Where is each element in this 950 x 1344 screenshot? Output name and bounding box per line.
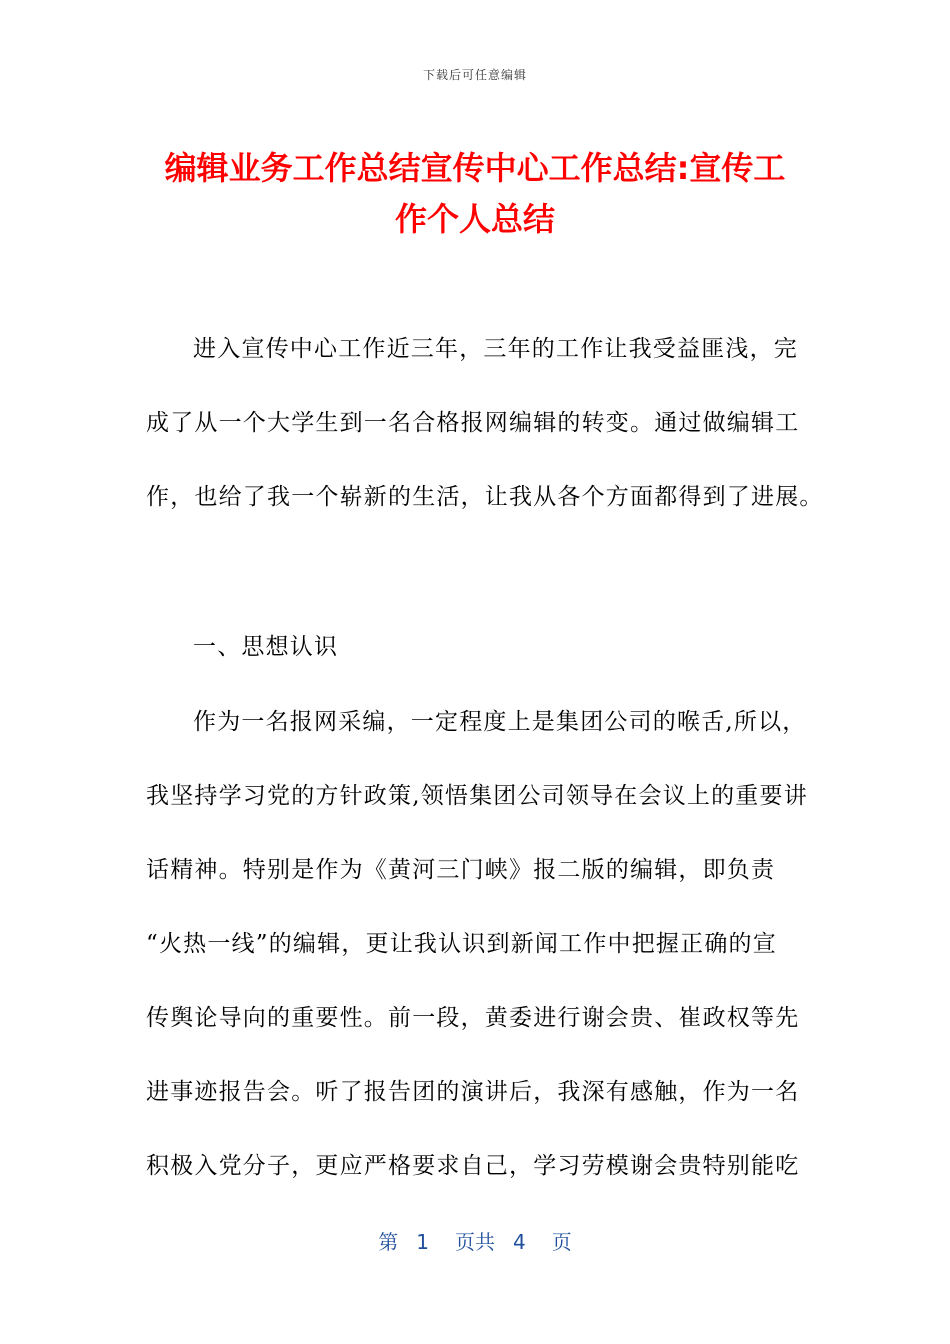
paragraph-line: 传舆论导向的重要性。前一段，黄委进行谢会贵、崔政权等先: [146, 1005, 800, 1031]
title-line-2: 作个人总结: [394, 200, 555, 238]
footer-current-page: 1: [416, 1230, 429, 1254]
footer-total-pages: 4: [513, 1230, 526, 1254]
paragraph-line: 成了从一个大学生到一名合格报网编辑的转变。通过做编辑工: [146, 410, 800, 436]
paragraph-line: 作为一名报网采编，一定程度上是集团公司的喉舌,所以，: [193, 709, 807, 735]
page-footer: [0, 1226, 950, 1255]
footer-middle: 页共: [455, 1230, 495, 1254]
header-note: 下载后可任意编辑: [422, 68, 527, 82]
title-line-1: 编辑业务工作总结宣传中心工作总结:宣传工: [164, 149, 786, 187]
paragraph-line: 进入宣传中心工作近三年，三年的工作让我受益匪浅，完: [193, 336, 798, 362]
paragraph-line: 进事迹报告会。听了报告团的演讲后，我深有感触，作为一名: [146, 1079, 800, 1105]
section-heading-text: 一、思想认识: [193, 634, 339, 660]
footer-prefix: 第: [378, 1230, 399, 1254]
paragraph-line: “火热一线”的编辑，更让我认识到新闻工作中把握正确的宣: [146, 931, 777, 957]
footer-suffix: 页: [551, 1230, 572, 1254]
paragraph-line: 作，也给了我一个崭新的生活，让我从各个方面都得到了进展。: [146, 484, 824, 510]
paragraph-line: 积极入党分子，更应严格要求自己，学习劳模谢会贵特别能吃: [146, 1153, 800, 1179]
paragraph-line: 话精神。特别是作为《黄河三门峡》报二版的编辑，即负责: [146, 857, 776, 883]
document-title: [140, 143, 810, 245]
paragraph-line: 我坚持学习党的方针政策,领悟集团公司领导在会议上的重要讲: [146, 783, 808, 809]
